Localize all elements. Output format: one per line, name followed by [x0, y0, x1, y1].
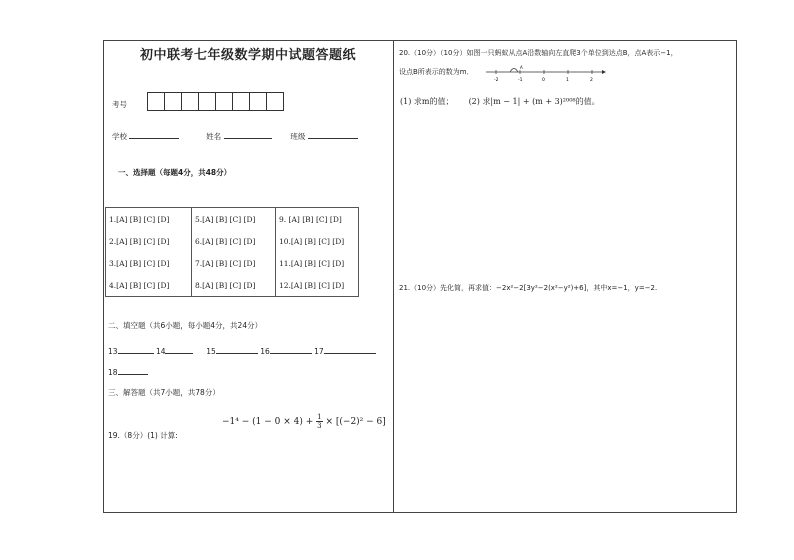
choice-item[interactable]: 12.[A] [B] [C] [D] — [279, 280, 345, 290]
class-label: 班级 — [290, 132, 306, 141]
choice-answer-grid — [105, 207, 359, 297]
blank-field[interactable] — [324, 345, 376, 354]
choice-item[interactable]: 1.[A] [B] [C] [D] — [109, 214, 170, 224]
point-a-mark: A — [520, 65, 523, 70]
section3-title: 三、解答题（共7小题，共78分） — [108, 388, 220, 397]
axis-tick-label: -1 — [518, 78, 523, 83]
q19-fraction — [316, 413, 322, 430]
choice-item[interactable]: 10.[A] [B] [C] [D] — [279, 236, 345, 246]
q20-line-1: 20.（10分）（10分）如图一只蚂蚁从点A沿数轴向左直爬3个单位到达点B，点A表示−1， — [399, 49, 678, 57]
axis-tick-label: 0 — [542, 78, 545, 83]
axis-arrow-icon — [602, 70, 606, 74]
class-field[interactable] — [308, 130, 358, 139]
blank-number: 17 — [314, 347, 324, 356]
choice-item[interactable]: 11.[A] [B] [C] [D] — [279, 258, 345, 268]
blank-number: 18 — [108, 368, 118, 377]
digit-box[interactable] — [215, 92, 233, 111]
choice-column-2[interactable] — [192, 208, 276, 297]
school-label: 学校 — [112, 132, 127, 141]
choice-item[interactable]: 2.[A] [B] [C] [D] — [109, 236, 170, 246]
fill-blank-row-2 — [108, 366, 148, 377]
q19-label: 19.（8分）(1) 计算: — [108, 431, 178, 440]
blank-number: 13 — [108, 347, 118, 356]
exam-number-boxes[interactable] — [148, 92, 284, 111]
blank-field[interactable] — [270, 345, 312, 354]
q19-expr-part-a: −1⁴ − (1 − 0 × 4) + — [222, 417, 314, 427]
blank-number: 16 — [260, 347, 270, 356]
section1-title: 一、选择题（每题4分，共48分） — [118, 168, 232, 177]
blank-field[interactable] — [216, 345, 258, 354]
q21-text: 21.（10分）先化简，再求值：−2x²−2[3y²−2(x²−y²)+6]，其中x=−1，y=−2. — [399, 284, 658, 292]
blank-field[interactable] — [118, 366, 148, 375]
section2-title: 二、填空题（共6小题，每小题4分，共24分） — [108, 321, 263, 330]
fraction-denominator: 3 — [317, 422, 322, 430]
axis-tick-label: 1 — [566, 78, 569, 83]
fraction-numerator: 1 — [317, 413, 322, 421]
axis-tick-label: 2 — [590, 78, 593, 83]
choice-item[interactable]: 7.[A] [B] [C] [D] — [195, 258, 256, 268]
name-label: 姓名 — [206, 132, 222, 141]
q20-subquestions — [400, 96, 600, 107]
fill-blank-row-1 — [108, 345, 376, 356]
column-divider — [393, 40, 394, 513]
axis-tick-label: -2 — [494, 78, 499, 83]
digit-box[interactable] — [181, 92, 199, 111]
digit-box[interactable] — [147, 92, 165, 111]
blank-number: 15 — [206, 347, 216, 356]
q19-expr-part-b: × [(−2)² − 6] — [325, 417, 386, 427]
choice-item[interactable]: 9. [A] [B] [C] [D] — [279, 214, 342, 224]
choice-item[interactable]: 4.[A] [B] [C] [D] — [109, 280, 170, 290]
choice-item[interactable]: 8.[A] [B] [C] [D] — [195, 280, 256, 290]
info-row — [112, 130, 358, 142]
name-field[interactable] — [224, 130, 272, 139]
ant-path-arc — [510, 69, 518, 73]
q20-sub1: (1) 求m的值； — [400, 97, 454, 106]
digit-box[interactable] — [198, 92, 216, 111]
choice-item[interactable]: 6.[A] [B] [C] [D] — [195, 236, 256, 246]
digit-box[interactable] — [266, 92, 284, 111]
q20-sub2: (2) 求|m − 1| + (m + 3)²⁰⁰⁸的值。 — [468, 97, 600, 106]
digit-box[interactable] — [249, 92, 267, 111]
choice-item[interactable]: 3.[A] [B] [C] [D] — [109, 258, 170, 268]
number-line-figure — [484, 62, 606, 84]
q20-line-2: 设点B所表示的数为m． — [399, 68, 474, 76]
blank-number: 14 — [155, 347, 166, 356]
exam-number-label: 考号 — [112, 100, 127, 109]
q19-expression — [222, 413, 386, 430]
blank-field[interactable] — [118, 345, 154, 354]
digit-box[interactable] — [232, 92, 250, 111]
choice-column-1[interactable] — [106, 208, 192, 297]
choice-item[interactable]: 5.[A] [B] [C] [D] — [195, 214, 256, 224]
blank-field[interactable] — [165, 345, 193, 354]
school-field[interactable] — [129, 130, 179, 139]
digit-box[interactable] — [164, 92, 182, 111]
choice-column-3[interactable] — [276, 208, 359, 297]
page-title: 初中联考七年级数学期中试题答题纸 — [140, 48, 357, 63]
